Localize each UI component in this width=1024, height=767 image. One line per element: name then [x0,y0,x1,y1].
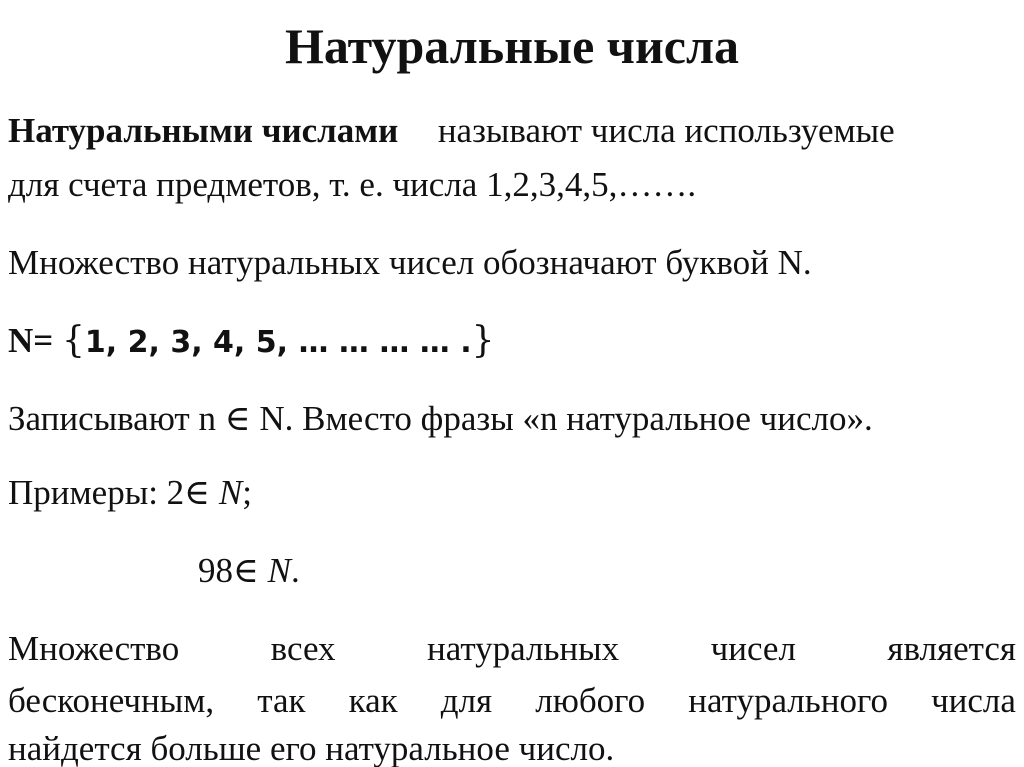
infinity-word: бесконечным, [8,681,215,720]
set-open-brace: { [61,320,85,361]
examples-end-2: . [291,551,300,590]
set-elements: 1, 2, 3, 4, 5, … … … … . [84,325,472,360]
infinity-line-1 [8,622,1016,676]
infinity-word: для [440,681,493,720]
infinity-word: является [887,629,1016,668]
definition-line-1 [8,104,1016,158]
page-title: Натуральные числа [284,18,740,74]
examples-num-2: 98∈ [198,551,259,590]
definition-text: называют числа используемые [437,111,895,150]
infinity-word: всех [270,629,336,668]
infinity-word: натурального [688,681,888,720]
infinity-word: числа [931,681,1016,720]
infinity-word: так [257,681,306,720]
infinity-word: чисел [710,629,796,668]
definition-line-2: для счета предметов, т. е. числа 1,2,3,4,5,……. [8,165,697,204]
examples-line-2 [198,544,1016,598]
examples-var-1: N [218,473,243,512]
set-notation-sentence: Множество натуральных чисел обозначают буквой N. [8,243,812,282]
infinity-word: как [348,681,398,720]
examples-end-1: ; [242,473,252,512]
infinity-word: любого [535,681,646,720]
set-lhs: N= [8,321,54,360]
infinity-word: натуральных [426,629,620,668]
infinity-word: Множество [8,629,180,668]
examples-line-1 [8,466,1016,520]
examples-var-2: N [267,551,292,590]
set-close-brace: } [471,320,495,361]
set-example [8,314,1016,370]
infinity-line-2 [8,674,1016,728]
examples-label: Примеры: 2∈ [8,473,211,512]
infinity-line-3: найдется больше его натуральное число. [8,729,615,767]
definition-term: Натуральными числами [8,111,399,150]
membership-sentence: Записывают n ∈ N. Вместо фразы «n натуральное число». [8,399,873,438]
